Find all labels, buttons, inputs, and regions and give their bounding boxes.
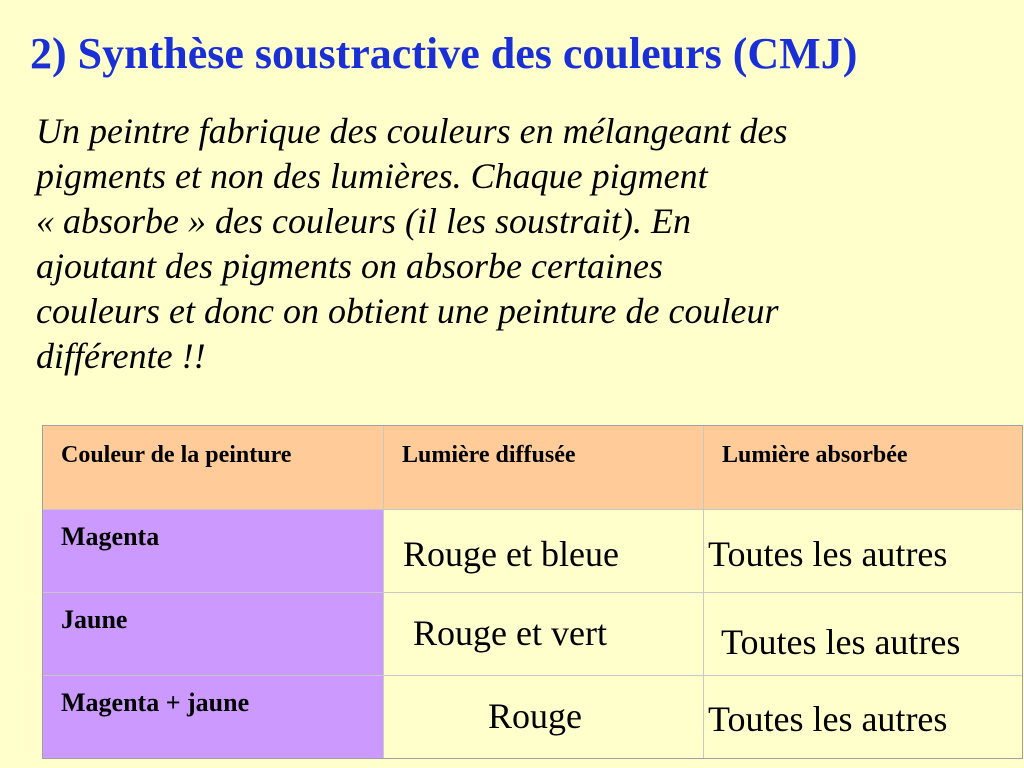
cell-absorbed — [704, 593, 1022, 676]
intro-paragraph — [36, 109, 1016, 379]
paragraph-line: différente !! — [36, 336, 206, 376]
cell-diffused-text: Rouge et bleue — [403, 534, 619, 574]
cell-diffused-text: Rouge et vert — [413, 613, 607, 653]
header-diffused-light: Lumière diffusée — [384, 426, 704, 510]
cell-absorbed-text: Toutes les autres — [708, 534, 948, 574]
cell-absorbed-text: Toutes les autres — [721, 622, 961, 662]
header-paint-color: Couleur de la peinture — [43, 426, 384, 510]
paragraph-line: pigments et non des lumières. Chaque pigment — [36, 156, 708, 196]
cell-absorbed — [704, 676, 1022, 758]
row-label-magenta-jaune: Magenta + jaune — [43, 676, 384, 758]
paragraph-line: couleurs et donc on obtient une peinture de couleur — [36, 291, 779, 331]
paragraph-line: Un peintre fabrique des couleurs en mélangeant des — [36, 111, 788, 151]
cell-absorbed — [704, 510, 1022, 593]
slide-title: 2) Synthèse soustractive des couleurs (CMJ) — [30, 29, 858, 78]
cell-diffused — [384, 593, 704, 676]
cell-absorbed-text: Toutes les autres — [708, 699, 948, 739]
paragraph-line: ajoutant des pigments on absorbe certaines — [36, 246, 663, 286]
color-table — [42, 425, 1023, 759]
paragraph-line: « absorbe » des couleurs (il les soustrait). En — [36, 201, 691, 241]
cell-diffused — [384, 510, 704, 593]
cell-diffused-text: Rouge — [488, 696, 582, 736]
header-absorbed-light: Lumière absorbée — [704, 426, 1022, 510]
row-label-magenta: Magenta — [43, 510, 384, 593]
cell-diffused — [384, 676, 704, 758]
row-label-jaune: Jaune — [43, 593, 384, 676]
